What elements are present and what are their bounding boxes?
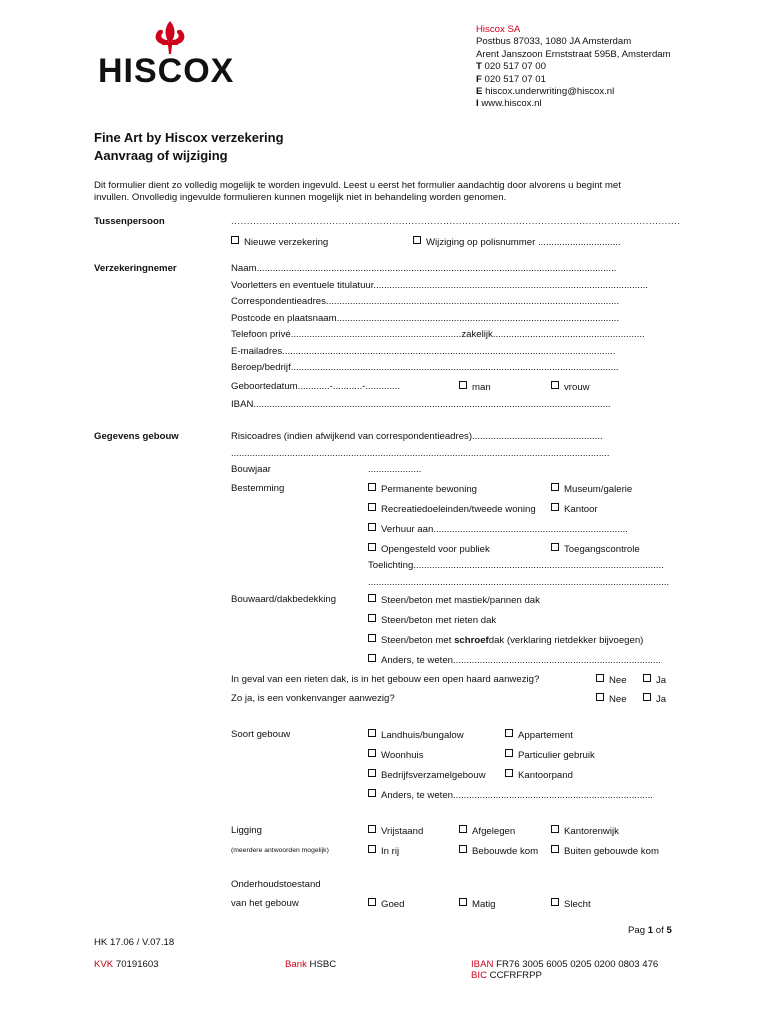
risicoadres-field-line2[interactable]: .............................................................................................................................................. — [231, 448, 610, 459]
geboortedatum-field[interactable]: Geboortedatum............-...........-............. — [231, 381, 401, 392]
checkbox-icon[interactable] — [505, 769, 513, 777]
risicoadres-field[interactable]: Risicoadres (indien afwijkend van correspondentieadres)................................................. — [231, 431, 603, 442]
checkbox-icon[interactable] — [551, 503, 559, 511]
checkbox-icon[interactable] — [368, 825, 376, 833]
checkbox-icon[interactable] — [551, 381, 559, 389]
page-indicator: Pag 1 of 5 — [628, 925, 672, 936]
checkbox-icon[interactable] — [368, 523, 376, 531]
checkbox-icon[interactable] — [551, 825, 559, 833]
vrouw-option[interactable]: vrouw — [551, 381, 590, 393]
logo-text: HISCOX — [98, 52, 235, 90]
company-street: Arent Janszoon Ernststraat 595B, Amsterdam — [476, 48, 671, 60]
bouwaard-option[interactable]: Steen/beton met mastiek/pannen dak — [368, 594, 540, 606]
bestemming-label: Bestemming — [231, 483, 285, 494]
beroep-field[interactable]: Beroep/bedrijf........................................................................................................................... — [231, 362, 619, 373]
email-field[interactable]: E-mailadres............................................................................................................................. — [231, 346, 616, 357]
vonk-nee-option[interactable]: Nee — [596, 693, 627, 705]
checkbox-icon[interactable] — [643, 693, 651, 701]
bestemming-option[interactable]: Opengesteld voor publiek — [368, 543, 490, 555]
bestemming-option[interactable]: Toegangscontrole — [551, 543, 640, 555]
bouwaard-option[interactable]: Steen/beton met rieten dak — [368, 614, 496, 626]
bestemming-option[interactable]: Verhuur aan......................................................................... — [368, 523, 628, 535]
checkbox-icon[interactable] — [596, 693, 604, 701]
telefoon-field[interactable]: Telefoon privé................................................................zakelijk......................................................... — [231, 329, 645, 340]
ligging-label: Ligging — [231, 825, 262, 836]
ligging-option[interactable]: In rij — [368, 845, 399, 857]
checkbox-icon[interactable] — [368, 789, 376, 797]
soort-option[interactable]: Landhuis/bungalow — [368, 729, 464, 741]
soort-option[interactable]: Bedrijfsverzamelgebouw — [368, 769, 486, 781]
checkbox-icon[interactable] — [643, 674, 651, 682]
checkbox-icon[interactable] — [368, 769, 376, 777]
man-option[interactable]: man — [459, 381, 491, 393]
checkbox-icon[interactable] — [505, 749, 513, 757]
bank-info: Bank HSBC — [285, 959, 337, 970]
checkbox-icon[interactable] — [413, 236, 421, 244]
postcode-field[interactable]: Postcode en plaatsnaam.......................................................................................................... — [231, 313, 620, 324]
onderhoud-label-2: van het gebouw — [231, 898, 299, 909]
checkbox-icon[interactable] — [368, 749, 376, 757]
ligging-option[interactable]: Kantorenwijk — [551, 825, 619, 837]
intro-line-1: Dit formulier dient zo volledig mogelijk te worden ingevuld. Leest u eerst het formulier aandachtig door alvorens u begint met — [94, 180, 621, 191]
section-label-gebouw: Gegevens gebouw — [94, 431, 179, 442]
wijziging-option[interactable]: Wijziging op polisnummer ............................... — [413, 236, 621, 248]
checkbox-icon[interactable] — [368, 654, 376, 662]
company-email[interactable]: E hiscox.underwriting@hiscox.nl — [476, 86, 615, 98]
haard-ja-option[interactable]: Ja — [643, 674, 666, 686]
vonk-ja-option[interactable]: Ja — [643, 693, 666, 705]
checkbox-icon[interactable] — [459, 845, 467, 853]
toelichting-field-line2[interactable]: ................................................................................................................. — [368, 577, 670, 588]
tussenpersoon-field[interactable]: .............................................................................................................................................. — [231, 216, 681, 227]
checkbox-icon[interactable] — [368, 898, 376, 906]
checkbox-icon[interactable] — [596, 674, 604, 682]
soort-gebouw-label: Soort gebouw — [231, 729, 291, 740]
iban-field[interactable]: IBAN...................................................................................................................................... — [231, 399, 611, 410]
soort-option[interactable]: Particulier gebruik — [505, 749, 595, 761]
bestemming-option[interactable]: Recreatiedoeleinden/tweede woning — [368, 503, 536, 515]
bic-info: BIC CCFRFRPP — [471, 970, 542, 981]
question-vonkenvanger: Zo ja, is een vonkenvanger aanwezig? — [231, 693, 395, 704]
checkbox-icon[interactable] — [368, 634, 376, 642]
section-label-verzekeringnemer: Verzekeringnemer — [94, 263, 177, 274]
ligging-option[interactable]: Buiten gebouwde kom — [551, 845, 659, 857]
soort-option[interactable]: Appartement — [505, 729, 573, 741]
checkbox-icon[interactable] — [551, 845, 559, 853]
onderhoud-option[interactable]: Goed — [368, 898, 404, 910]
checkbox-icon[interactable] — [231, 236, 239, 244]
company-name: Hiscox SA — [476, 24, 521, 35]
toelichting-field[interactable]: Toelichting.............................................................................................. — [368, 560, 664, 571]
onderhoud-option[interactable]: Slecht — [551, 898, 591, 910]
company-fax: F 020 517 07 01 — [476, 73, 546, 85]
checkbox-icon[interactable] — [459, 898, 467, 906]
bouwjaar-label: Bouwjaar — [231, 464, 271, 475]
bouwaard-option[interactable]: Steen/beton met schroefdak (verklaring rietdekker bijvoegen) — [368, 634, 643, 646]
form-title: Fine Art by Hiscox verzekering — [94, 130, 284, 145]
naam-field[interactable]: Naam....................................................................................................................................... — [231, 263, 617, 274]
checkbox-icon[interactable] — [368, 845, 376, 853]
checkbox-icon[interactable] — [459, 381, 467, 389]
checkbox-icon[interactable] — [551, 543, 559, 551]
checkbox-icon[interactable] — [368, 614, 376, 622]
kvk-info: KVK 70191603 — [94, 959, 159, 970]
form-subtitle: Aanvraag of wijziging — [94, 148, 228, 163]
soort-option[interactable]: Kantoorpand — [505, 769, 573, 781]
section-label-tussenpersoon: Tussenpersoon — [94, 216, 165, 227]
checkbox-icon[interactable] — [368, 503, 376, 511]
soort-option[interactable]: Woonhuis — [368, 749, 424, 761]
company-postbus: Postbus 87033, 1080 JA Amsterdam — [476, 36, 632, 48]
checkbox-icon[interactable] — [505, 729, 513, 737]
soort-option[interactable]: Anders, te weten........................................................................... — [368, 789, 653, 801]
checkbox-icon[interactable] — [368, 594, 376, 602]
bestemming-option[interactable]: Museum/galerie — [551, 483, 632, 495]
company-address — [476, 24, 671, 111]
company-phone: T 020 517 07 00 — [476, 61, 546, 73]
checkbox-icon[interactable] — [551, 898, 559, 906]
form-code: HK 17.06 / V.07.18 — [94, 937, 175, 948]
checkbox-icon[interactable] — [368, 543, 376, 551]
bestemming-option[interactable]: Permanente bewoning — [368, 483, 477, 495]
bouwaard-option[interactable]: Anders, te weten.............................................................................. — [368, 654, 661, 666]
checkbox-icon[interactable] — [368, 483, 376, 491]
checkbox-icon[interactable] — [368, 729, 376, 737]
ligging-option[interactable]: Bebouwde kom — [459, 845, 538, 857]
ligging-option[interactable]: Vrijstaand — [368, 825, 423, 837]
nieuwe-verzekering-option[interactable]: Nieuwe verzekering — [231, 236, 328, 248]
voorletters-field[interactable]: Voorletters en eventuele titulatuur....................................................................................................... — [231, 280, 648, 291]
correspondentieadres-field[interactable]: Correspondentieadres.............................................................................................................. — [231, 296, 620, 307]
question-open-haard: In geval van een rieten dak, is in het gebouw een open haard aanwezig? — [231, 674, 540, 685]
haard-nee-option[interactable]: Nee — [596, 674, 627, 686]
onderhoud-option[interactable]: Matig — [459, 898, 495, 910]
logo — [98, 18, 243, 90]
intro-line-2: invullen. Onvolledig ingevulde formulieren kunnen mogelijk niet in behandeling worden genomen. — [94, 192, 507, 203]
bouwjaar-field[interactable]: .................... — [368, 464, 422, 475]
company-web[interactable]: I www.hiscox.nl — [476, 98, 542, 110]
bestemming-option[interactable]: Kantoor — [551, 503, 598, 515]
ligging-note: (meerdere antwoorden mogelijk) — [231, 847, 329, 854]
checkbox-icon[interactable] — [551, 483, 559, 491]
ligging-option[interactable]: Afgelegen — [459, 825, 515, 837]
checkbox-icon[interactable] — [459, 825, 467, 833]
bouwaard-label: Bouwaard/dakbedekking — [231, 594, 337, 605]
iban-info: IBAN FR76 3005 6005 0205 0200 0803 476 — [471, 959, 659, 970]
onderhoud-label: Onderhoudstoestand — [231, 879, 321, 890]
